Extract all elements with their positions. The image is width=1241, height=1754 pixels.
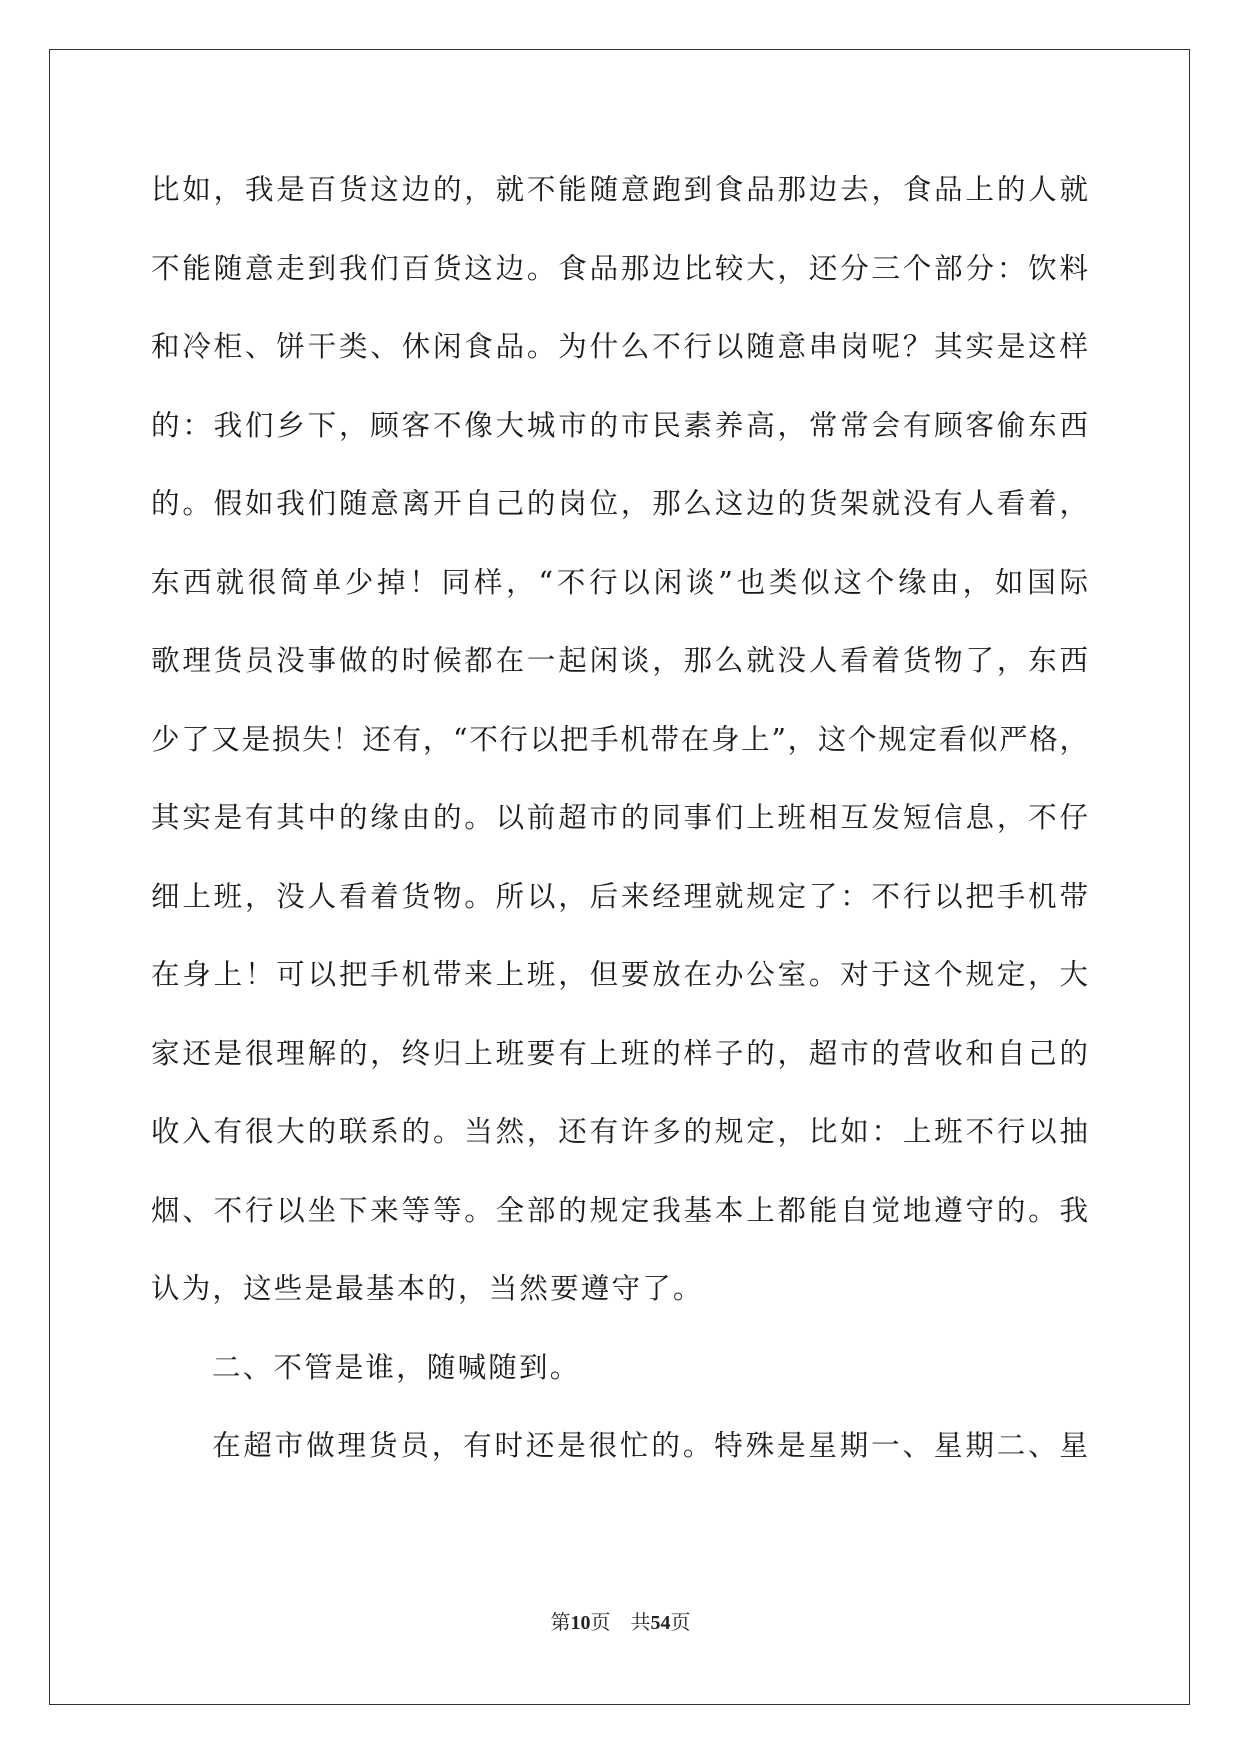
- text-line: 在超市做理货员，有时还是很忙的。特殊是星期一、星期二、星: [212, 1429, 1088, 1462]
- page-total: 54: [650, 1612, 671, 1634]
- text-line: 的。假如我们随意离开自己的岗位，那么这边的货架就没有人看着，: [151, 487, 1088, 520]
- document-body: [151, 162, 1088, 1497]
- page-current: 10: [570, 1612, 591, 1634]
- text-line: 细上班，没人看着货物。所以，后来经理就规定了：不行以把手机带: [151, 879, 1088, 913]
- page-footer: [0, 1608, 1241, 1637]
- page-prefix: 第: [550, 1610, 571, 1634]
- text-line: 其实是有其中的缘由的。以前超市的同事们上班相互发短信息，不仔: [151, 801, 1088, 834]
- text-line: 在身上！可以把手机带来上班，但要放在办公室。对于这个规定，大: [151, 958, 1088, 991]
- text-line: 东西就很简单少掉！同样，“不行以闲谈”也类似这个缘由，如国际: [151, 565, 1088, 599]
- page-suffix: 页: [670, 1610, 691, 1634]
- text-line: 家还是很理解的，终归上班要有上班的样子的，超市的营收和自己的: [151, 1036, 1088, 1070]
- text-line: 收入有很大的联系的。当然，还有许多的规定，比如：上班不行以抽: [151, 1115, 1088, 1148]
- section-heading: 二、不管是谁，随喊随到。: [212, 1350, 581, 1384]
- text-line: 少了又是损失！还有，“不行以把手机带在身上”，这个规定看似严格，: [151, 722, 1088, 756]
- text-line: 和冷柜、饼干类、休闲食品。为什么不行以随意串岗呢？其实是这样: [151, 330, 1088, 363]
- text-line: 烟、不行以坐下来等等。全部的规定我基本上都能自觉地遵守的。我: [151, 1193, 1088, 1227]
- text-line: 的：我们乡下，顾客不像大城市的市民素养高，常常会有顾客偷东西: [151, 408, 1088, 442]
- page-mid: 页 共: [590, 1610, 651, 1634]
- text-line: 歌理货员没事做的时候都在一起闲谈，那么就没人看着货物了，东西: [151, 644, 1088, 677]
- text-line: 比如，我是百货这边的，就不能随意跑到食品那边去，食品上的人就: [151, 173, 1088, 206]
- text-line: 不能随意走到我们百货这边。食品那边比较大，还分三个部分：饮料: [151, 251, 1088, 285]
- text-line: 认为，这些是最基本的，当然要遵守了。: [151, 1272, 704, 1305]
